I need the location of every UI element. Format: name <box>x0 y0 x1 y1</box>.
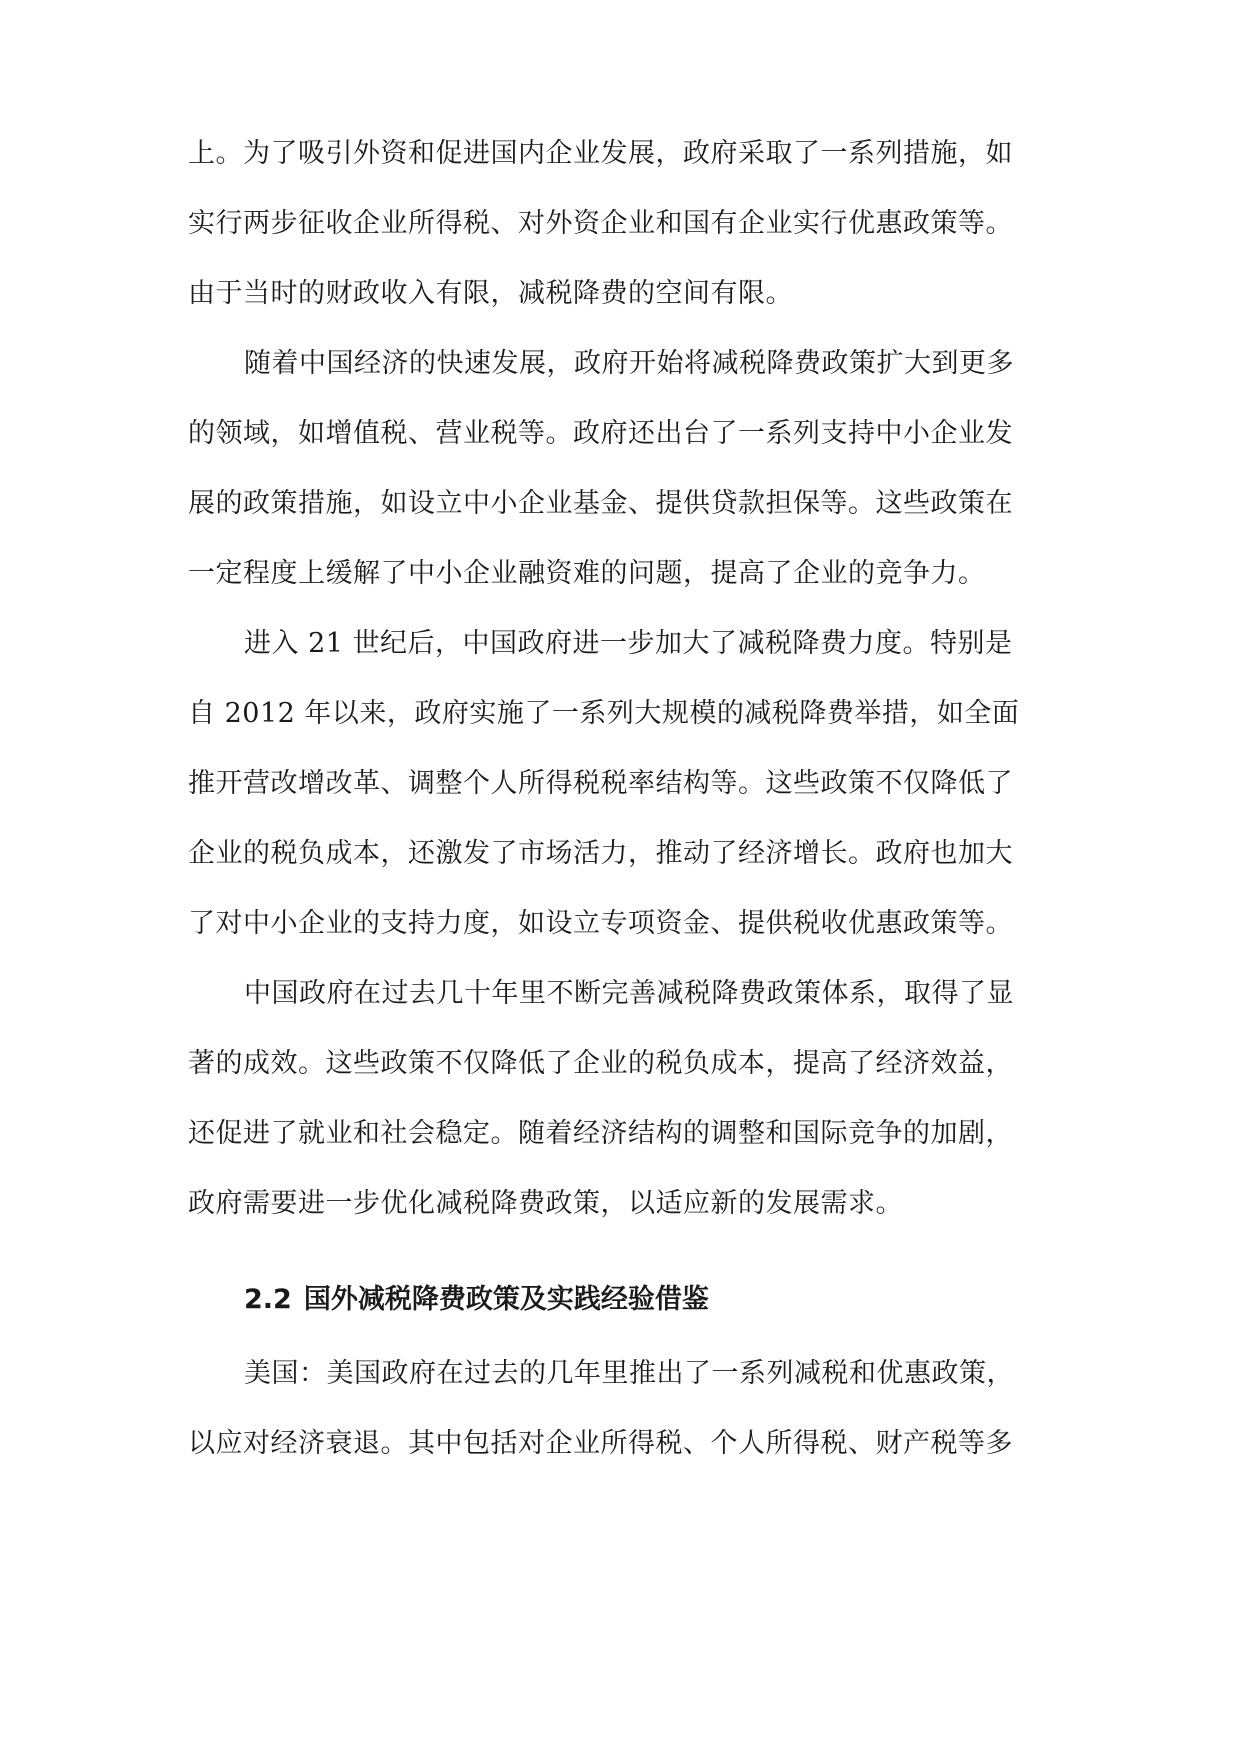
paragraph-1-line-3: 由于当时的财政收入有限，减税降费的空间有限。 <box>188 278 793 309</box>
section-title: 国外减税降费政策及实践经验借鉴 <box>303 1284 709 1315</box>
paragraph-5-line-2: 以应对经济衰退。其中包括对企业所得税、个人所得税、财产税等多 <box>188 1428 1013 1459</box>
paragraph-5-line-1: 美国：美国政府在过去的几年里推出了一系列减税和优惠政策， <box>244 1358 1014 1389</box>
paragraph-1-line-1: 上。为了吸引外资和促进国内企业发展，政府采取了一系列措施，如 <box>188 138 1013 169</box>
section-number: 2.2 <box>244 1284 292 1315</box>
paragraph-1-line-2: 实行两步征收企业所得税、对外资企业和国有企业实行优惠政策等。 <box>188 208 1013 239</box>
paragraph-4-line-4: 政府需要进一步优化减税降费政策，以适应新的发展需求。 <box>188 1188 903 1219</box>
paragraph-3-line-3: 推开营改增改革、调整个人所得税税率结构等。这些政策不仅降低了 <box>188 768 1013 799</box>
paragraph-3-line-5: 了对中小企业的支持力度，如设立专项资金、提供税收优惠政策等。 <box>188 908 1013 939</box>
paragraph-2-line-2: 的领域，如增值税、营业税等。政府还出台了一系列支持中小企业发 <box>188 418 1013 449</box>
paragraph-3-line-2: 自 2012 年以来，政府实施了一系列大规模的减税降费举措，如全面 <box>188 698 1020 729</box>
paragraph-3-line-1: 进入 21 世纪后，中国政府进一步加大了减税降费力度。特别是 <box>244 628 1013 659</box>
paragraph-3-line-4: 企业的税负成本，还激发了市场活力，推动了经济增长。政府也加大 <box>188 838 1013 869</box>
paragraph-4-line-2: 著的成效。这些政策不仅降低了企业的税负成本，提高了经济效益， <box>188 1048 1013 1079</box>
section-heading <box>244 1283 709 1317</box>
paragraph-2-line-1: 随着中国经济的快速发展，政府开始将减税降费政策扩大到更多 <box>244 348 1014 379</box>
paragraph-2-line-3: 展的政策措施，如设立中小企业基金、提供贷款担保等。这些政策在 <box>188 488 1013 519</box>
paragraph-2-line-4: 一定程度上缓解了中小企业融资难的问题，提高了企业的竞争力。 <box>188 558 986 589</box>
paragraph-4-line-3: 还促进了就业和社会稳定。随着经济结构的调整和国际竞争的加剧， <box>188 1118 1013 1149</box>
paragraph-4-line-1: 中国政府在过去几十年里不断完善减税降费政策体系，取得了显 <box>244 978 1014 1009</box>
